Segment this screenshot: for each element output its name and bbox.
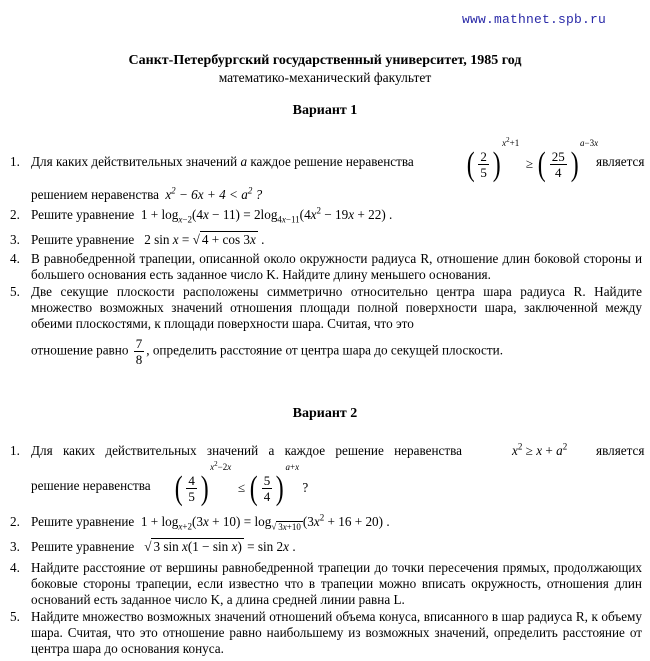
v2-problem-3 — [10, 539, 642, 557]
problem-number: 4. — [10, 560, 20, 575]
problem-text: решением неравенства — [31, 187, 160, 202]
problem-number: 5. — [10, 284, 20, 299]
problem-text: Найдите расстояние от вершины равнобедренной трапеции до точки пересечения прямых, продолжающих боковые стороны трапеции, если известно что в трапеции можно вписать окружность, отношения длин оснований есть заданное число K, а длина средней линии равна L. — [31, 560, 642, 607]
problem-text: Две секущие плоскости расположены симметрично относительно центра шара радиуса R. Найдите множество возможных значений отношения площади полной поверхности шара, заключенной между обеими плоскостями, к площади поверхности шара. Считая, что это — [31, 284, 642, 331]
variant2-title: Вариант 2 — [292, 406, 358, 421]
problem-number: 3. — [10, 232, 20, 247]
v1-problem-2 — [10, 207, 642, 225]
problem-number: 1. — [10, 154, 20, 169]
problem-text-line — [31, 478, 151, 494]
v1-problem-1 — [10, 136, 645, 202]
university-title: Санкт-Петербургский государственный университет, 1985 год — [128, 53, 522, 68]
problem-text-line — [31, 154, 414, 170]
problem-text: Найдите множество возможных значений отношений объема конуса, вписанного в шар радиуса R, к объему шара. Считая, что это отношение равно наибольшему из возможных значений, определить расстояние от центра шара до основания конуса. — [31, 609, 642, 656]
v1-problem-4 — [10, 251, 642, 285]
problem-text-line: Решите уравнение 2 sin x = √ 4 + cos 3x . — [31, 232, 265, 247]
v2-problem-5 — [10, 609, 642, 659]
problem-text-line: Решите уравнение $1 + \log_{x+2}(3x + 10) = \log_{√ 3x+10} (3x^2 + 16 + 20)$ . — [31, 512, 390, 532]
problem-number: 2. — [10, 207, 20, 222]
problem-number: 2. — [10, 514, 20, 529]
problem-text-line: Решите уравнение $1 + \log_{x-2}(4x - 11) = 2\log_{4x-11}(4x^2 - 19x + 22)$ . — [31, 205, 393, 225]
problem-number: 5. — [10, 609, 20, 624]
problem-text: Решите уравнение — [31, 539, 135, 554]
faculty-subtitle: математико-механический факультет — [218, 70, 432, 85]
problem-text: Для каких действительных значений — [31, 154, 238, 169]
problem-text: каждое решение неравенства — [250, 154, 414, 169]
problem-text: Для каких действительных значений a каждое решение неравенства — [31, 443, 463, 458]
v2-problem-1 — [10, 441, 645, 507]
problem-text: является — [596, 154, 645, 169]
problem-text: отношение равно — [31, 342, 129, 358]
problem-text: Решите уравнение — [31, 232, 135, 247]
problem-text: является — [596, 443, 645, 458]
problem-text-line: отношение равно $\frac{7}{8}$ , определить расстояние от центра шара до секущей плоскости. — [31, 336, 503, 367]
variant1-title: Вариант 1 — [292, 103, 358, 118]
problem-number: 3. — [10, 539, 20, 554]
v2-problem-4 — [10, 560, 642, 610]
v1-problem-5 — [10, 284, 642, 374]
problem-text-line: решением неравенства $x^2 - 6x + 4 < a^2$ ? — [31, 185, 263, 202]
problem-text-line: Решите уравнение √ 3 sin x(1 − sin x) = sin 2x . — [31, 539, 296, 554]
problem-number: 4. — [10, 251, 20, 266]
variable-a: a — [240, 154, 248, 169]
problem-text: В равнобедренной трапеции, описанной около окружности радиуса R, отношение длин боковой стороны и большего основания есть заданное число K. Найдите длину меньшего основания. — [31, 251, 642, 282]
problem-text: решение неравенства — [31, 478, 151, 493]
v2-problem-2 — [10, 514, 642, 532]
problem-text: , определить расстояние от центра шара до секущей плоскости. — [146, 342, 503, 358]
inequality-b: ( $\frac{4}{5}$ )$^{x^2-2x}$ ≤ ( $\frac{5}{4}$ )$^{a+x}$ ? — [174, 460, 309, 507]
inequality-1: ( $\frac{2}{5}$ )$^{x^2+1}$ ≥ ( $\frac{25}{4}$ )$^{a-3x}$ — [466, 136, 599, 183]
problem-number: 1. — [10, 443, 20, 458]
problem-text: Решите уравнение — [31, 514, 135, 529]
inequality-a: $x^2 \ge x + a^2$ — [512, 441, 568, 458]
v1-problem-3 — [10, 232, 642, 250]
site-url[interactable]: www.mathnet.spb.ru — [462, 12, 607, 27]
problem-text: Решите уравнение — [31, 207, 135, 222]
